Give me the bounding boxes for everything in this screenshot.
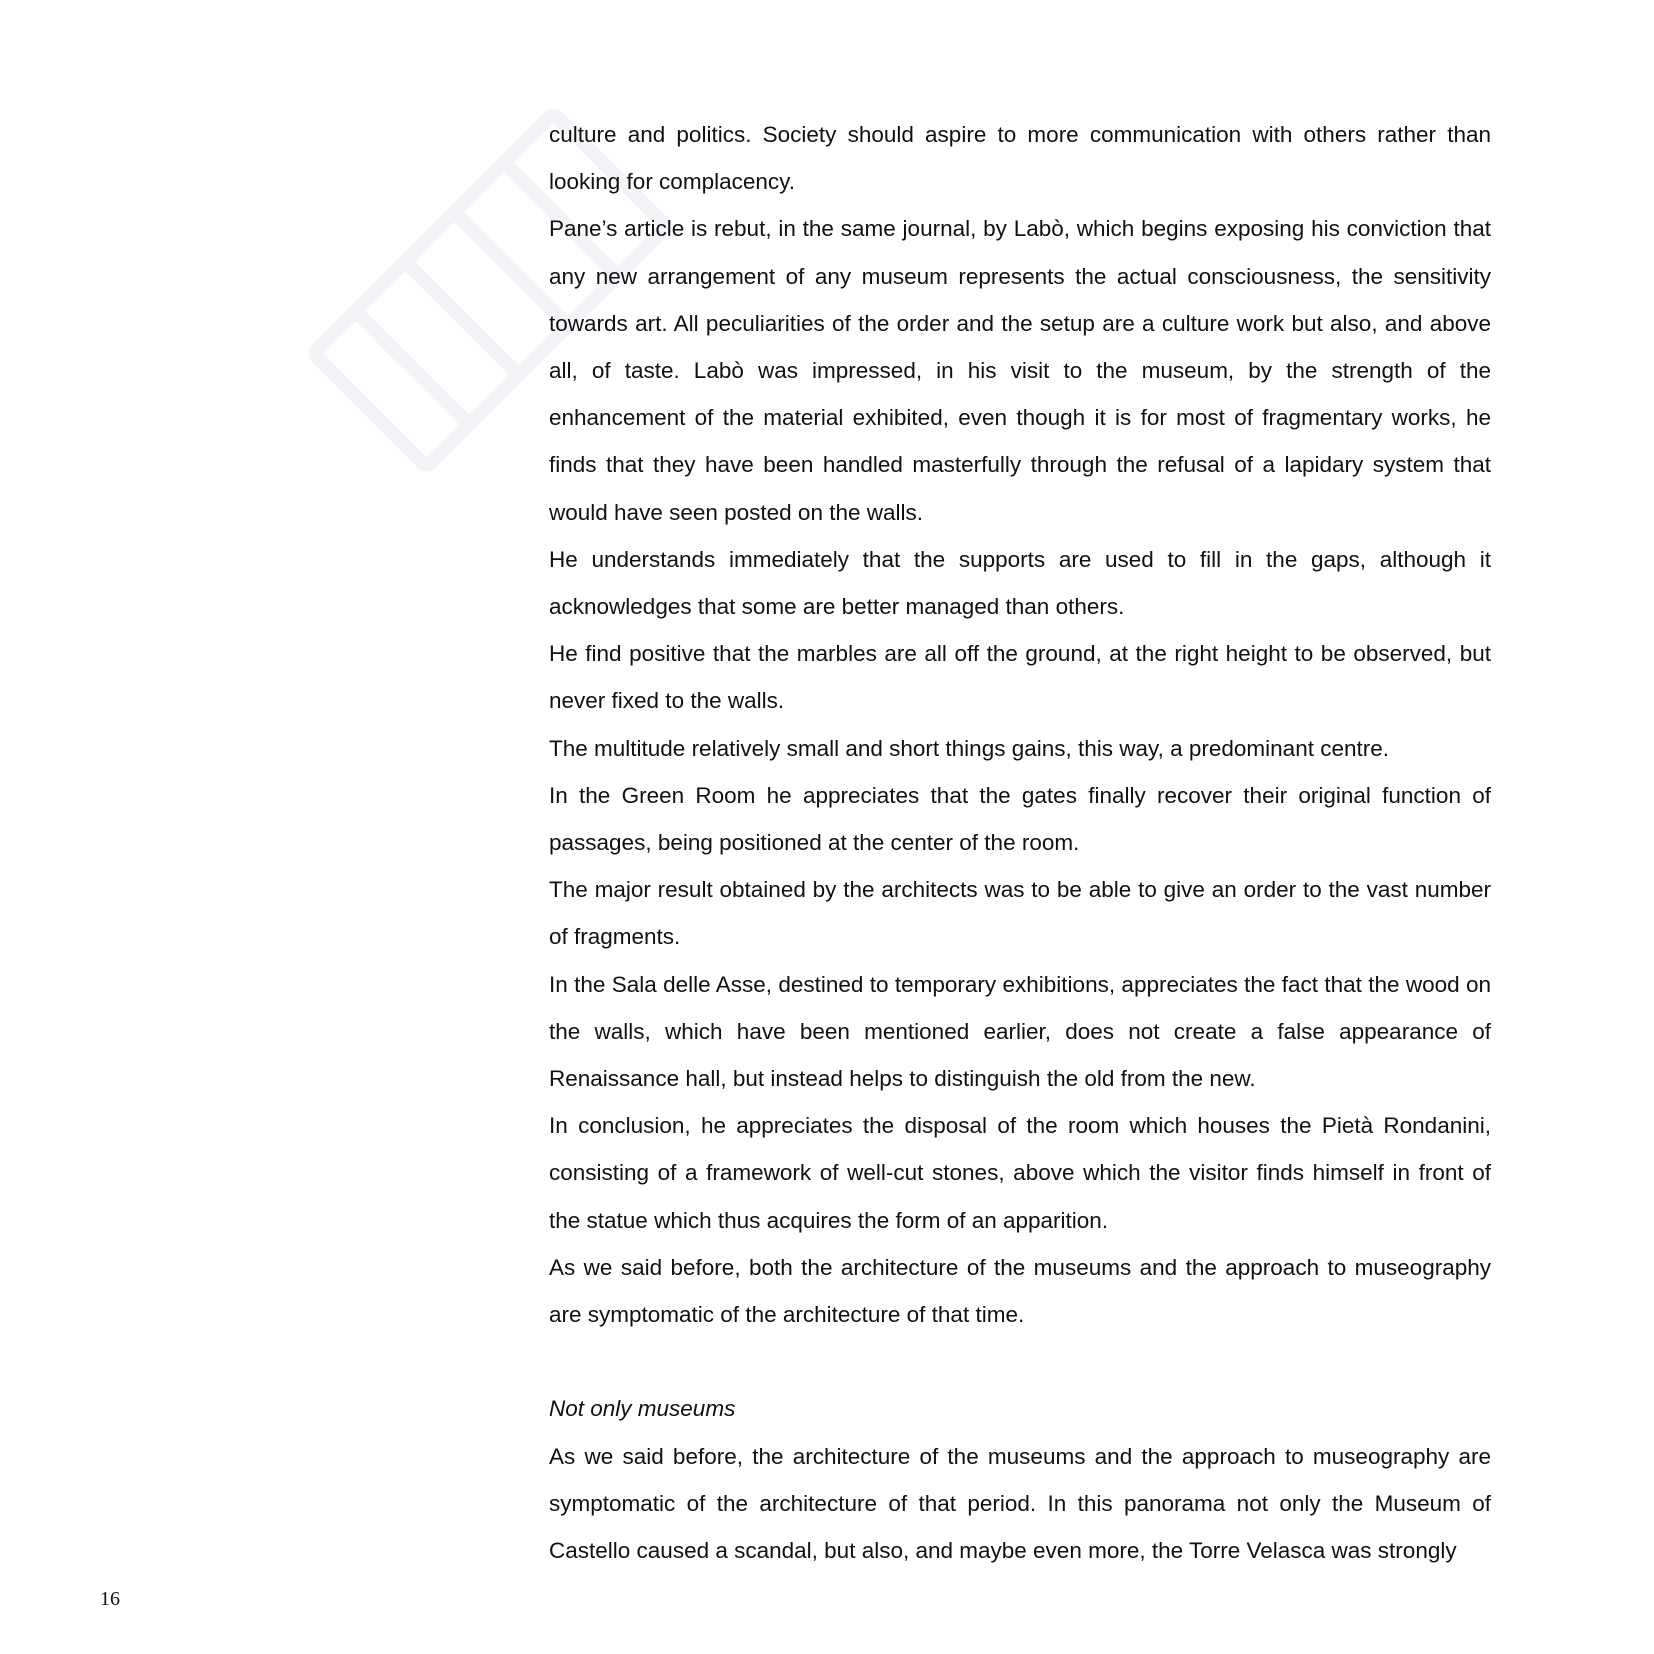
section-subheading: Not only museums — [549, 1396, 736, 1422]
paragraph: As we said before, both the architecture of the museums and the approach to museography are symptomatic of the architecture of that time. — [549, 1254, 1491, 1328]
paragraph: In the Sala delle Asse, destined to temporary exhibitions, appreciates the fact that the wood on the walls, which have been mentioned earlier, does not create a false appearance of Renaissance hall, but instead helps to distinguish the old from the new. — [549, 971, 1491, 1092]
paragraph: He understands immediately that the supports are used to fill in the gaps, although it acknowledges that some are better managed than others. — [549, 546, 1491, 620]
paragraph: In conclusion, he appreciates the disposal of the room which houses the Pietà Rondanini, consisting of a framework of well-cut stones, above which the visitor finds himself in front of the statue which thus acquires the form of an apparition. — [549, 1113, 1491, 1233]
paragraph: Pane’s article is rebut, in the same journal, by Labò, which begins exposing his conviction that any new arrangement of any museum represents the actual consciousness, the sensitivity towards art. All peculiarities of the order and the setup are a culture work but also, and above all, of taste. Labò was impressed, in his visit to the museum, by the strength of the enhancement of the material exhibited, even though it is for most of fragmentary works, he finds that they have been handled masterfully through the refusal of a lapidary system that would have seen posted on the walls. — [549, 216, 1491, 525]
section-spacer — [549, 1338, 1491, 1385]
page-number: 16 — [100, 1588, 120, 1610]
paragraph: culture and politics. Society should aspire to more communication with others rather than looking for complacency. — [549, 122, 1491, 195]
paragraph: As we said before, the architecture of the museums and the approach to museography are symptomatic of the architecture of that period. In this panorama not only the Museum of Castello caused a scandal, but also, and maybe even more, the Torre Velasca was strongly — [549, 1443, 1491, 1564]
paragraph: He find positive that the marbles are all off the ground, at the right height to be observed, but never fixed to the walls. — [549, 641, 1491, 714]
paragraph: The major result obtained by the architects was to be able to give an order to the vast number of fragments. — [549, 877, 1491, 950]
body-text — [549, 111, 1491, 1574]
paragraph: The multitude relatively small and short things gains, this way, a predominant centre. — [549, 735, 1389, 761]
paragraph: In the Green Room he appreciates that the gates finally recover their original function of passages, being positioned at the center of the room. — [549, 782, 1491, 856]
